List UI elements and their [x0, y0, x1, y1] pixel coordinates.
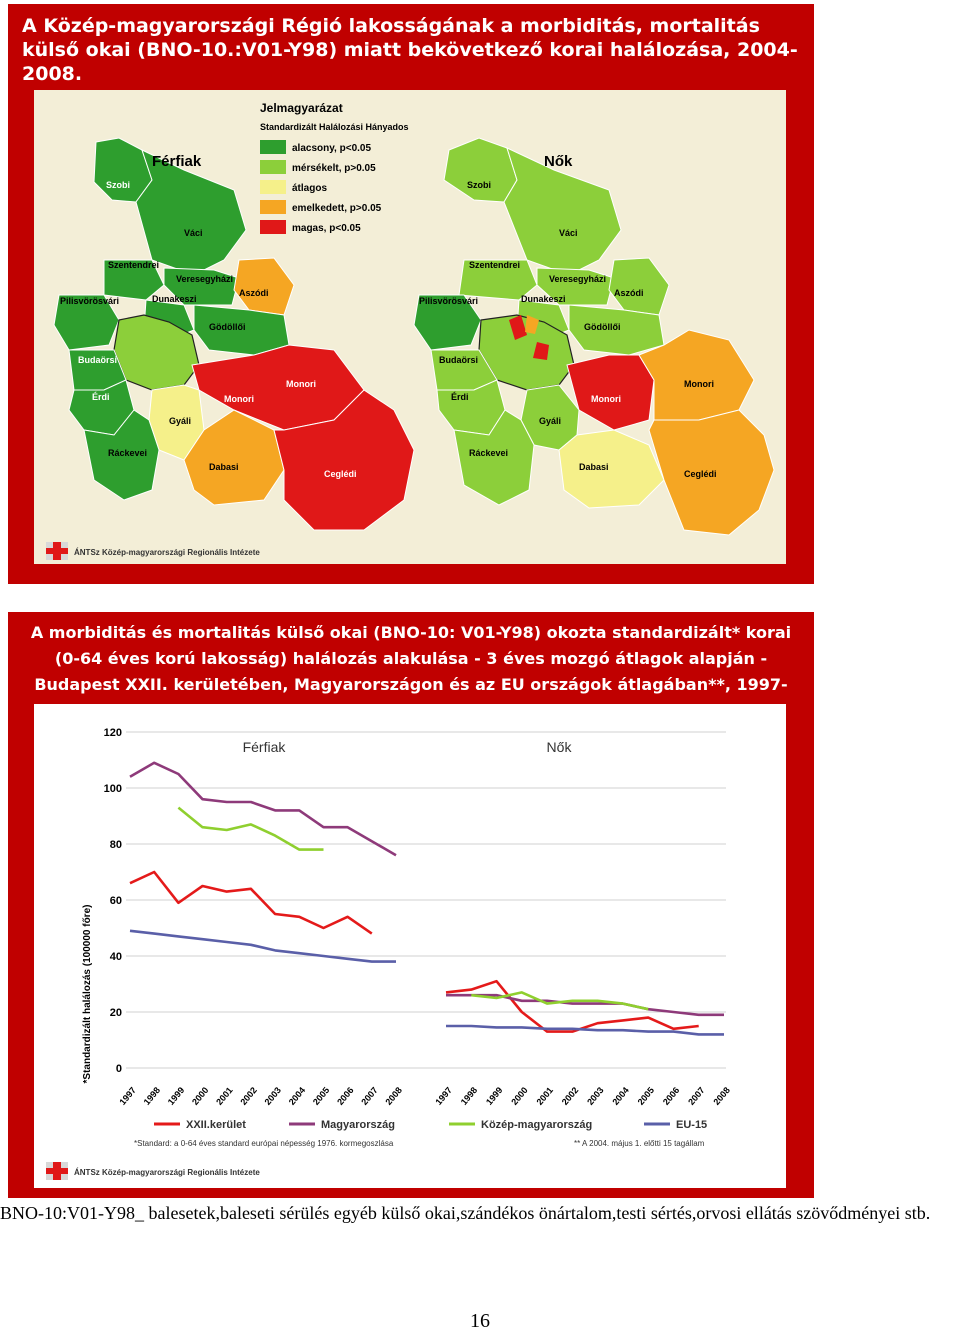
chart-footnote-left: *Standard: a 0-64 éves standard európai népesség 1976. kormegoszlása [134, 1139, 394, 1148]
x-tick-label: 1997 [433, 1085, 454, 1107]
map-label-gyali: Gyáli [169, 416, 192, 426]
y-tick-label: 20 [109, 1007, 122, 1019]
map-label-veresegyhazi-women: Veresegyházi [549, 274, 607, 284]
map-figure-panel [8, 4, 814, 584]
chart-legend-label: EU-15 [676, 1119, 708, 1131]
logo-cross-horizontal [46, 548, 68, 554]
map-legend [260, 101, 409, 234]
chart-footnote-right: ** A 2004. május 1. előtti 15 tagállam [574, 1139, 705, 1148]
chart-legend-label: Magyarország [321, 1119, 395, 1131]
map-label-dabasi-women: Dabasi [579, 462, 609, 472]
map-label-szobi: Szobi [106, 180, 130, 190]
map-label-rackevei: Ráckevei [108, 448, 148, 458]
y-tick-label: 100 [103, 783, 122, 795]
chart-legend-label: XXII.kerület [186, 1119, 246, 1131]
x-tick-label: 2006 [335, 1085, 356, 1107]
chart-logo [46, 1162, 260, 1180]
y-tick-label: 40 [109, 951, 122, 963]
map-label-aszodi-women: Aszódi [614, 288, 644, 298]
legend-swatch [260, 220, 286, 234]
x-tick-label: 2001 [534, 1085, 556, 1107]
men-map [54, 138, 414, 530]
map-area [34, 90, 786, 564]
map-label-monori-2: Monori [224, 394, 254, 404]
series-line-magyarorsz-g [130, 763, 396, 855]
x-tick-label: 2002 [238, 1085, 259, 1107]
chart-logo-text: ÁNTSz Közép-magyarországi Regionális Intézete [74, 1168, 260, 1177]
map-label-vaci-women: Váci [559, 228, 578, 238]
map-label-aszodi: Aszódi [239, 288, 269, 298]
legend-swatch [260, 180, 286, 194]
chart-label-women: Nők [546, 739, 572, 755]
x-tick-label: 2003 [262, 1085, 284, 1107]
legend-swatch [260, 140, 286, 154]
map-label-dunakeszi-women: Dunakeszi [521, 294, 566, 304]
chart-legend-label: Közép-magyarország [481, 1119, 593, 1131]
map-label-erdi-women: Érdi [451, 392, 469, 402]
chart-area [34, 704, 786, 1188]
x-tick-label: 1997 [117, 1085, 138, 1107]
chart-figure-panel [8, 612, 814, 1198]
x-tick-label: 1999 [165, 1085, 187, 1107]
series-line-k-z-p-magyarorsz-g [178, 808, 323, 850]
x-tick-label: 2000 [189, 1085, 211, 1107]
region-szobi-women [444, 138, 517, 202]
x-tick-label: 2008 [383, 1085, 404, 1107]
chart-logo-cross-horizontal [46, 1168, 68, 1174]
x-tick-label: 2004 [610, 1085, 631, 1107]
map-label-szentendrei-women: Szentendrei [469, 260, 521, 270]
y-tick-label: 80 [109, 839, 122, 851]
region-dabasi-women [559, 430, 664, 508]
legend-subheading: Standardizált Halálozási Hányados [260, 122, 409, 132]
map-label-szobi-women: Szobi [467, 180, 491, 190]
map-logo [46, 542, 260, 560]
legend-heading: Jelmagyarázat [260, 101, 343, 115]
map-label-cegledi: Ceglédi [324, 469, 357, 479]
map-logo-text: ÁNTSz Közép-magyarországi Regionális Intézete [74, 548, 260, 557]
map-label-pilisvorosvari-women: Pilisvörösvári [419, 296, 479, 306]
legend-item-label: emelkedett, p>0.05 [292, 203, 382, 214]
x-tick-label: 1998 [458, 1085, 480, 1107]
map-label-monori-2-women: Monori [591, 394, 621, 404]
map-figure-title: A Közép-magyarországi Régió lakosságának a morbiditás, mortalitás külső okai (BNO-10.:V01-Y98) miatt bekövetkező korai halálozása, 2004-2008. [22, 15, 798, 85]
series-line-xxii-ker-let [130, 872, 372, 934]
map-label-pilisvorosvari: Pilisvörösvári [60, 296, 120, 306]
chart-figure-title: A morbiditás és mortalitás külső okai (BNO-10: V01-Y98) okozta standardizált* korai (0-64 éves korú lakosság) halálozás alakulása - 3 éves mozgó átlagok alapján - Budapest XXII. kerületében, Magyarországon és az EU országok átlagában**, 1997- [30, 623, 792, 694]
map-label-szentendrei: Szentendrei [108, 260, 160, 270]
region-aszodi [234, 258, 294, 315]
map-label-cegledi-women: Ceglédi [684, 469, 717, 479]
map-label-dabasi: Dabasi [209, 462, 239, 472]
y-tick-label: 60 [109, 895, 122, 907]
map-label-godolloi: Gödöllői [209, 322, 246, 332]
map-label-monori-1-women: Monori [684, 379, 714, 389]
x-tick-label: 2007 [359, 1085, 380, 1107]
legend-item-label: mérsékelt, p>0.05 [292, 163, 376, 174]
map-label-godolloi-women: Gödöllői [584, 322, 621, 332]
men-map-label: Férfiak [152, 153, 202, 170]
x-tick-label: 2002 [559, 1085, 581, 1107]
x-tick-label: 2004 [286, 1085, 308, 1107]
map-label-rackevei-women: Ráckevei [469, 448, 509, 458]
map-label-dunakeszi: Dunakeszi [152, 294, 197, 304]
map-label-monori-1: Monori [286, 379, 316, 389]
region-monori-women [567, 355, 654, 430]
x-tick-label: 2008 [711, 1085, 732, 1107]
x-tick-label: 2003 [585, 1085, 606, 1107]
x-tick-label: 2005 [635, 1085, 657, 1107]
legend-item-label: alacsony, p<0.05 [292, 143, 372, 154]
legend-swatch [260, 200, 286, 214]
x-tick-label: 2006 [660, 1085, 682, 1107]
map-label-vaci: Váci [184, 228, 203, 238]
legend-item-label: átlagos [292, 183, 328, 194]
region-aszodi-women [609, 258, 669, 315]
x-tick-label: 2007 [686, 1085, 707, 1107]
map-label-budaorsi: Budaörsi [78, 355, 118, 365]
x-tick-label: 2005 [310, 1085, 332, 1107]
x-tick-label: 1999 [483, 1085, 505, 1107]
series-line-xxii-ker-let [446, 981, 699, 1031]
map-label-budaorsi-women: Budaörsi [439, 355, 479, 365]
x-tick-label: 2000 [509, 1085, 530, 1107]
women-map-label: Nők [544, 153, 573, 170]
map-label-veresegyhazi: Veresegyházi [176, 274, 234, 284]
legend-item-label: magas, p<0.05 [292, 223, 361, 234]
x-tick-label: 1998 [141, 1085, 163, 1107]
map-label-erdi: Érdi [92, 392, 110, 402]
women-map [414, 138, 774, 535]
y-tick-label: 120 [103, 727, 122, 739]
page-number: 16 [470, 1310, 490, 1332]
series-line-eu-15 [130, 931, 396, 962]
chart-label-men: Férfiak [242, 739, 286, 755]
x-tick-label: 2001 [214, 1085, 235, 1107]
y-axis-label: *Standardizált halálozás (100000 főre) [82, 904, 93, 1084]
map-label-gyali-women: Gyáli [539, 416, 562, 426]
legend-swatch [260, 160, 286, 174]
page-footnote: BNO-10:V01-Y98_ balesetek,baleseti sérülés egyéb külső okai,szándékos önártalom,testi sértés,orvosi ellátás szövődményei stb. [0, 1203, 931, 1223]
y-tick-label: 0 [115, 1063, 122, 1075]
